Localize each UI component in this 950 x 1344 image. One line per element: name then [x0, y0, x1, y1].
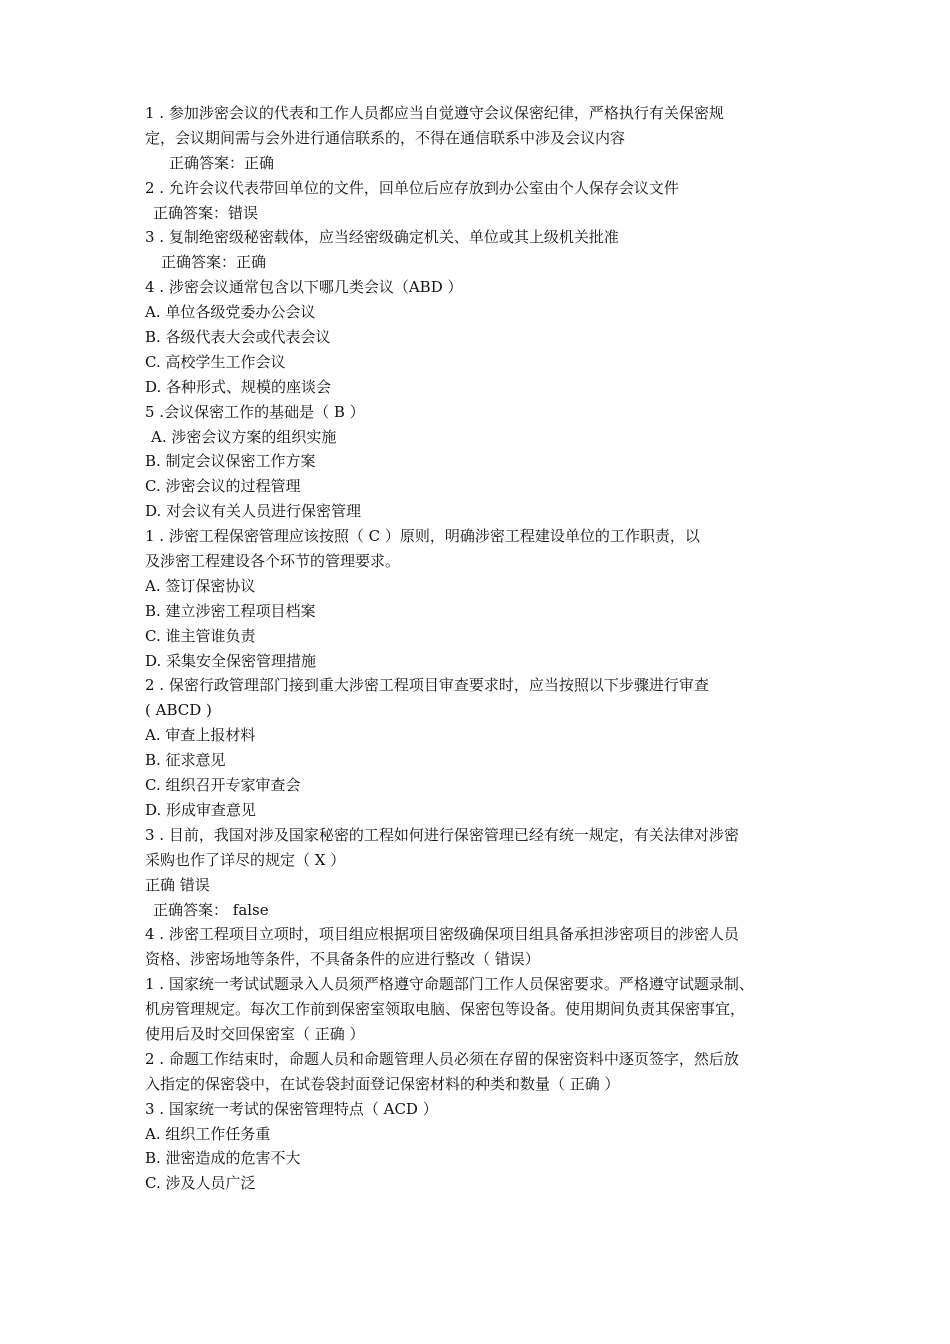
text-line: B. 各级代表大会或代表会议: [145, 328, 331, 347]
text-line: A. 组织工作任务重: [145, 1124, 271, 1143]
text-line: 5 .会议保密工作的基础是（ B ）: [145, 402, 365, 421]
text-line: D. 采集安全保密管理措施: [145, 651, 317, 670]
text-line: A. 审查上报材料: [145, 726, 256, 745]
text-line: 1 . 参加涉密会议的代表和工作人员都应当自觉遵守会议保密纪律，严格执行有关保密规: [145, 104, 724, 122]
text-line: 2 . 保密行政管理部门接到重大涉密工程项目审查要求时，应当按照以下步骤进行审查: [145, 676, 709, 695]
text-line: 正确答案： false: [153, 900, 269, 919]
text-line: 使用后及时交回保密室（ 正确 ）: [145, 1024, 365, 1043]
text-line: 正确答案：正确: [169, 153, 275, 172]
text-line: 4 . 涉密工程项目立项时，项目组应根据项目密级确保项目组具备承担涉密项目的涉密人员: [145, 925, 739, 944]
text-line: B. 制定会议保密工作方案: [145, 452, 316, 471]
text-line: 3 . 复制绝密级秘密载体，应当经密级确定机关、单位或其上级机关批准: [145, 228, 619, 247]
text-line: D. 各种形式、规模的座谈会: [145, 377, 332, 396]
text-line: 2 . 命题工作结束时，命题人员和命题管理人员必须在存留的保密资料中逐页签字，然后放: [145, 1049, 739, 1068]
text-line: C. 涉密会议的过程管理: [145, 477, 301, 496]
text-line: 1 . 涉密工程保密管理应该按照（ C ）原则，明确涉密工程建设单位的工作职责，以: [145, 527, 700, 546]
text-line: A. 签订保密协议: [145, 576, 256, 595]
text-line: C. 谁主管谁负责: [145, 626, 256, 645]
text-line: A. 涉密会议方案的组织实施: [151, 427, 337, 446]
text-line: D. 形成审查意见: [145, 800, 257, 819]
text-line: 采购也作了详尽的规定（ X ）: [145, 850, 346, 869]
text-line: D. 对会议有关人员进行保密管理: [145, 502, 362, 521]
text-line: 正确答案：错误: [153, 203, 259, 222]
text-line: 1 . 国家统一考试试题录入人员须严格遵守命题部门工作人员保密要求。严格遵守试题录制、: [145, 975, 754, 994]
document-body: [145, 101, 815, 1196]
text-line: B. 建立涉密工程项目档案: [145, 601, 316, 620]
text-line: 正确 错误: [145, 875, 210, 894]
text-line: C. 高校学生工作会议: [145, 352, 286, 371]
text-line: 定，会议期间需与会外进行通信联系的，不得在通信联系中涉及会议内容: [145, 128, 626, 147]
text-line: 入指定的保密袋中，在试卷袋封面登记保密材料的种类和数量（ 正确 ）: [145, 1074, 620, 1093]
text-line: 正确答案：正确: [161, 253, 267, 272]
text-line: 3 . 国家统一考试的保密管理特点（ ACD ）: [145, 1099, 438, 1118]
text-line: ( ABCD ): [145, 701, 212, 720]
text-line: 及涉密工程建设各个环节的管理要求。: [145, 552, 401, 571]
text-line: A. 单位各级党委办公会议: [145, 303, 316, 322]
text-line: 2 . 允许会议代表带回单位的文件，回单位后应存放到办公室由个人保存会议文件: [145, 178, 679, 197]
text-line: 机房管理规定。每次工作前到保密室领取电脑、保密包等设备。使用期间负责其保密事宜，: [145, 1000, 746, 1019]
text-line: 3 . 目前，我国对涉及国家秘密的工程如何进行保密管理已经有统一规定，有关法律对涉密: [145, 825, 739, 844]
text-line: B. 泄密造成的危害不大: [145, 1149, 301, 1168]
text-line: C. 涉及人员广泛: [145, 1174, 256, 1193]
text-line: 资格、涉密场地等条件，不具备条件的应进行整改（ 错误）: [145, 950, 540, 969]
text-line: C. 组织召开专家审查会: [145, 776, 301, 795]
text-line: B. 征求意见: [145, 751, 226, 770]
text-line: 4 . 涉密会议通常包含以下哪几类会议（ABD ）: [145, 278, 463, 297]
